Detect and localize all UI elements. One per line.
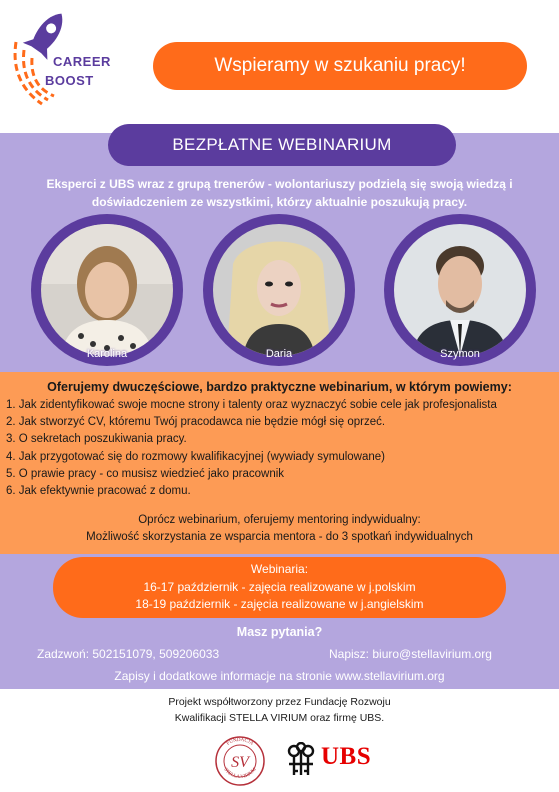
footer-line-1: Projekt współtworzony przez Fundację Rozwoju <box>168 696 391 708</box>
stella-virium-seal-logo <box>214 735 266 787</box>
trainer-photo-daria <box>213 224 345 356</box>
list-item: 4. Jak przygotować się do rozmowy kwalifikacyjnej (wywiady symulowane) <box>6 450 385 463</box>
offer-heading: Oferujemy dwuczęściowe, bardzo praktyczne webinarium, w którym powiemy: <box>47 380 512 394</box>
trainer-card-szymon <box>384 214 536 366</box>
career-boost-logo <box>8 2 118 114</box>
webinar-date-polish: 16-17 październik - zajęcia realizowane w j.polskim <box>143 579 416 594</box>
list-item: 3. O sekretach poszukiwania pracy. <box>6 433 187 446</box>
mentoring-line-1: Oprócz webinarium, oferujemy mentoring indywidualny: <box>138 514 421 526</box>
webinar-date-english: 18-19 październik - zajęcia realizowane w j.angielskim <box>135 597 424 611</box>
webinar-dates-label: Webinaria: <box>250 562 309 576</box>
list-item: 1. Jak zidentyfikować swoje mocne strony i talenty oraz wyznaczyć sobie cele jak profesjonalista <box>6 399 497 411</box>
list-item: 6. Jak efektywnie pracować z domu. <box>6 485 191 498</box>
intro-text: Eksperci z UBS wraz z grupą trenerów - wolontariuszy podzielą się swoją wiedzą i doświadczeniem ze wszystkimi, którzy aktualnie poszukują pracy. <box>46 177 513 209</box>
mentoring-line-2: Możliwość skorzystania ze wsparcia mentora - do 3 spotkań indywidualnych <box>86 531 473 543</box>
trainer-card-karolina <box>31 214 183 366</box>
svg-text:FUNDACJA: FUNDACJA <box>226 737 254 747</box>
logo-line-1: CAREER <box>53 54 111 69</box>
signup-info[interactable]: Zapisy i dodatkowe informacje na stronie www.stellavirium.org <box>114 669 445 683</box>
trainer-name: Szymon <box>440 348 480 360</box>
svg-text:STELLA VIRIUM: STELLA VIRIUM <box>222 767 258 780</box>
offer-list <box>6 397 554 500</box>
logo-line-2: BOOST <box>45 73 94 88</box>
webinar-title: BEZPŁATNE WEBINARIUM <box>108 124 456 166</box>
footer-line-2: Kwalifikacji STELLA VIRIUM oraz firmę UBS. <box>174 711 385 724</box>
list-item: 5. O prawie pracy - co musisz wiedzieć jako pracownik <box>6 467 285 480</box>
phone-numbers[interactable]: Zadzwoń: 502151079, 509206033 <box>37 647 220 661</box>
ubs-wordmark: UBS <box>321 743 372 770</box>
webinar-dates-banner <box>53 557 506 618</box>
trainer-name: Karolina <box>86 348 128 360</box>
trainer-name: Daria <box>265 348 293 360</box>
trainer-photo-szymon <box>394 224 526 356</box>
svg-text:SV: SV <box>231 754 249 771</box>
trainer-photo-karolina <box>41 224 173 356</box>
list-item: 2. Jak stworzyć CV, któremu Twój pracodawca nie będzie mógł się oprzeć. <box>6 416 386 429</box>
footer-text <box>0 695 559 726</box>
ubs-keys-icon <box>285 742 317 778</box>
logo-text <box>45 52 111 90</box>
email-address[interactable]: Napisz: biuro@stellavirium.org <box>329 647 492 661</box>
tagline-banner: Wspieramy w szukaniu pracy! <box>153 42 527 90</box>
trainer-card-daria <box>203 214 355 366</box>
mentoring-text <box>0 512 559 546</box>
header <box>0 0 559 133</box>
questions-heading: Masz pytania? <box>236 625 323 639</box>
